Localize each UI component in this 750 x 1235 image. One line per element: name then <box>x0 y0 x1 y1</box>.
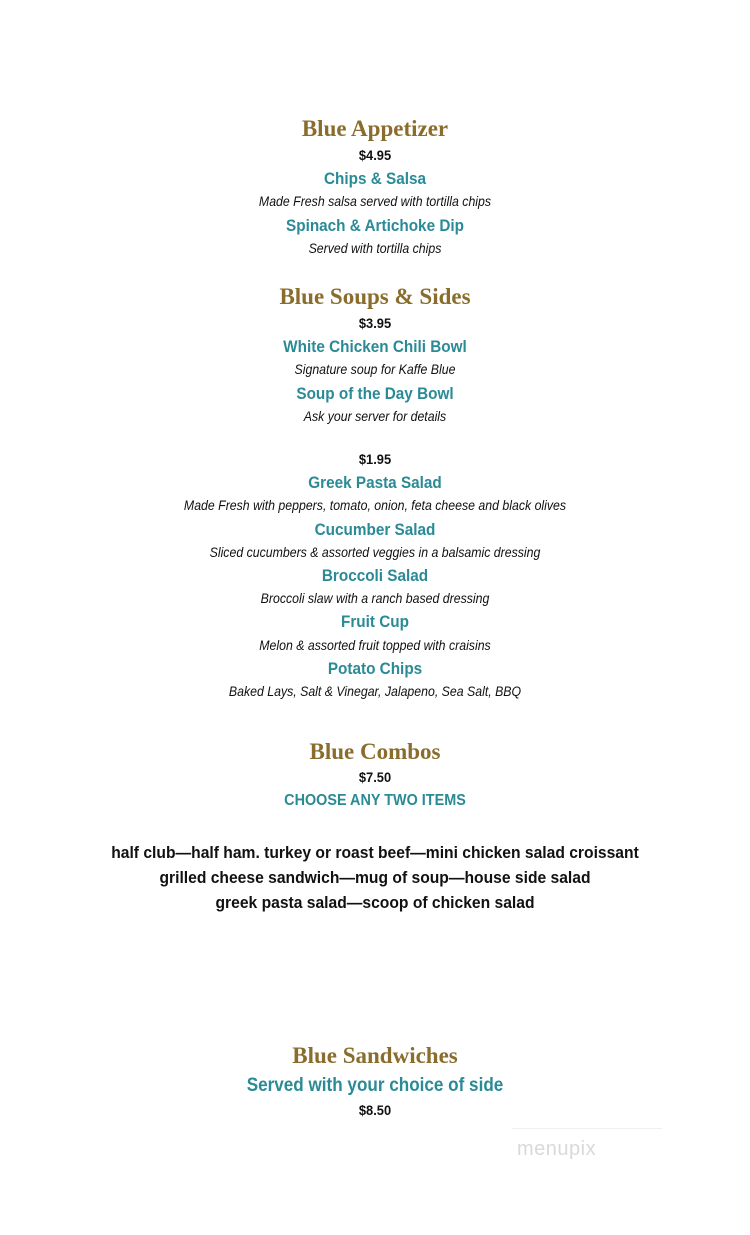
menu-item-desc: Ask your server for details <box>303 408 447 424</box>
menu-item-desc: Melon & assorted fruit topped with craisins <box>259 637 491 653</box>
menu-item-name: Greek Pasta Salad <box>308 473 442 492</box>
appetizer-title: Blue Appetizer <box>301 116 449 141</box>
combo-line: half club—half ham. turkey or roast beef—mini chicken salad croissant <box>111 843 639 862</box>
combo-line: grilled cheese sandwich—mug of soup—house side salad <box>159 868 591 887</box>
menu-item-desc: Served with tortilla chips <box>308 240 442 256</box>
menu-item-name: Fruit Cup <box>340 612 409 631</box>
combos-title: Blue Combos <box>309 739 441 764</box>
sandwiches-subtitle: Served with your choice of side <box>246 1075 504 1096</box>
sandwiches-price: $8.50 <box>358 1102 392 1118</box>
menu-item-name: White Chicken Chili Bowl <box>283 337 467 356</box>
combos-subtitle: CHOOSE ANY TWO ITEMS <box>284 792 466 809</box>
menu-item-desc: Broccoli slaw with a ranch based dressing <box>260 590 490 606</box>
menu-item-name: Soup of the Day Bowl <box>296 384 454 403</box>
menu-item-desc: Signature soup for Kaffe Blue <box>294 361 456 377</box>
menu-item-name: Broccoli Salad <box>321 566 429 585</box>
menu-item-name: Chips & Salsa <box>323 169 427 188</box>
menu-item-name: Spinach & Artichoke Dip <box>286 216 464 235</box>
combos-price: $7.50 <box>358 769 392 785</box>
menu-item-desc: Sliced cucumbers & assorted veggies in a balsamic dressing <box>209 544 541 560</box>
menu-item-name: Potato Chips <box>327 659 423 678</box>
appetizer-price: $4.95 <box>358 147 392 163</box>
menu-item-desc: Made Fresh with peppers, tomato, onion, feta cheese and black olives <box>183 497 567 513</box>
menu-item-name: Cucumber Salad <box>314 520 436 539</box>
sandwiches-title: Blue Sandwiches <box>292 1043 458 1068</box>
soups-price: $3.95 <box>358 315 392 331</box>
sides-price: $1.95 <box>358 451 392 467</box>
watermark-logo: menupix <box>517 1138 597 1160</box>
soups-title: Blue Soups & Sides <box>279 284 471 309</box>
menu-item-desc: Baked Lays, Salt & Vinegar, Jalapeno, Sea Salt, BBQ <box>228 683 522 699</box>
watermark-rule <box>512 1128 662 1129</box>
menu-item-desc: Made Fresh salsa served with tortilla chips <box>258 193 492 209</box>
combo-line: greek pasta salad—scoop of chicken salad <box>215 893 535 912</box>
